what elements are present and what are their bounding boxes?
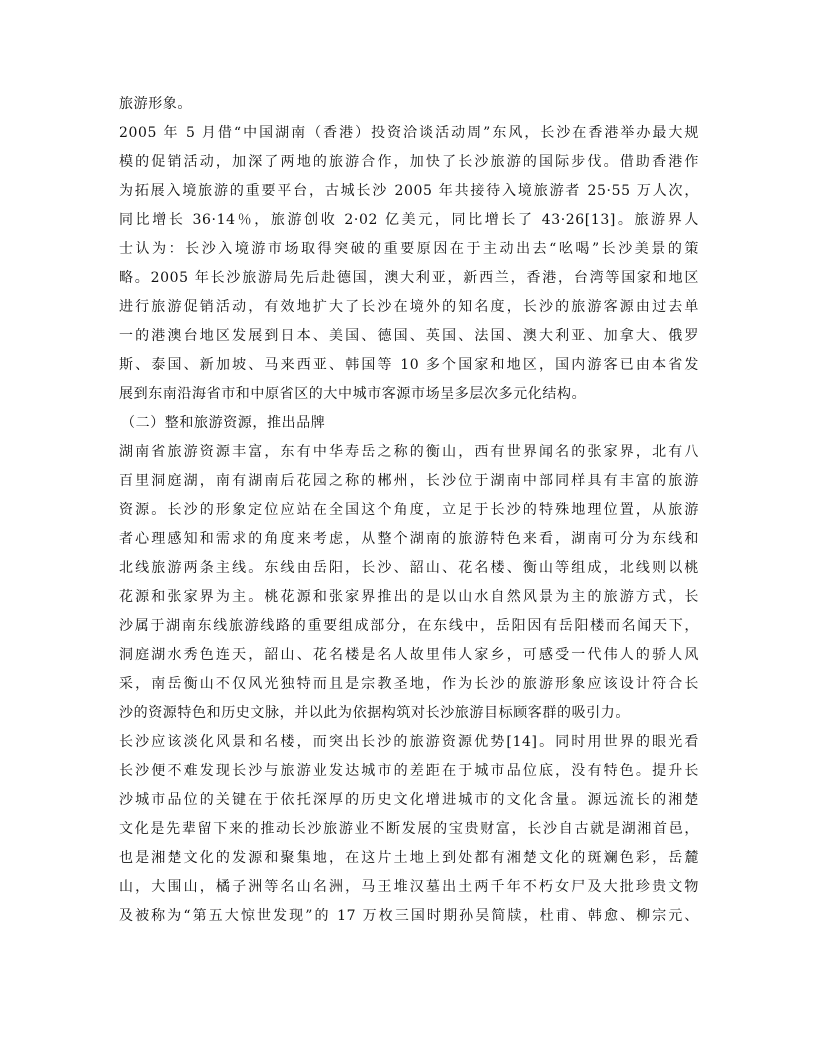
text-line: 旅游形象。 bbox=[119, 96, 192, 112]
text-line: 者心理感知和需求的角度来考虑，从整个湖南的旅游特色来看，湖南可分为东线和 bbox=[119, 531, 699, 547]
text-line: 为拓展入境旅游的重要平台，古城长沙 2005 年共接待入境旅游者 25·55 万人次， bbox=[119, 183, 699, 199]
text-line: 长沙便不难发现长沙与旅游业发达城市的差距在于城市品位底，没有特色。提升长 bbox=[119, 763, 699, 779]
text-line: 北线旅游两条主线。东线由岳阳，长沙、韶山、花名楼、衡山等组成，北线则以桃 bbox=[119, 560, 699, 576]
text-line: 沙城市品位的关键在于依托深厚的历史文化增进城市的文化含量。源远流长的湘楚 bbox=[119, 792, 699, 808]
text-line: 一的港澳台地区发展到日本、美国、德国、英国、法国、澳大利亚、加拿大、俄罗 bbox=[119, 328, 699, 344]
text-line: 文化是先辈留下来的推动长沙旅游业不断发展的宝贵财富，长沙自古就是湖湘首邑， bbox=[119, 821, 699, 837]
text-line: 湖南省旅游资源丰富，东有中华寿岳之称的衡山，西有世界闻名的张家界，北有八 bbox=[119, 444, 699, 460]
text-line: 进行旅游促销活动，有效地扩大了长沙在境外的知名度，长沙的旅游客源由过去单 bbox=[119, 299, 699, 315]
text-line: 沙的资源特色和历史文脉，并以此为依据构筑对长沙旅游目标顾客群的吸引力。 bbox=[119, 705, 630, 721]
text-line: 略。2005 年长沙旅游局先后赴德国，澳大利亚，新西兰，香港，台湾等国家和地区 bbox=[119, 270, 699, 286]
text-line: 模的促销活动，加深了两地的旅游合作，加快了长沙旅游的国际步伐。借助香港作 bbox=[119, 154, 699, 170]
text-line: 也是湘楚文化的发源和聚集地，在这片土地上到处都有湘楚文化的斑斓色彩，岳麓 bbox=[119, 850, 699, 866]
text-line: 及被称为“第五大惊世发现”的 17 万枚三国时期孙吴简牍，杜甫、韩愈、柳宗元、 bbox=[119, 908, 699, 924]
text-line: 沙属于湖南东线旅游线路的重要组成部分，在东线中，岳阳因有岳阳楼而名闻天下， bbox=[119, 618, 699, 634]
text-line: 资源。长沙的形象定位应站在全国这个角度，立足于长沙的特殊地理位置，从旅游 bbox=[119, 502, 699, 518]
text-line: 采，南岳衡山不仅风光独特而且是宗教圣地，作为长沙的旅游形象应该设计符合长 bbox=[119, 676, 699, 692]
text-line: 花源和张家界为主。桃花源和张家界推出的是以山水自然风景为主的旅游方式，长 bbox=[119, 589, 699, 605]
text-line: 百里洞庭湖，南有湖南后花园之称的郴州，长沙位于湖南中部同样具有丰富的旅游 bbox=[119, 473, 699, 489]
text-line: 2005 年 5 月借“中国湖南（香港）投资洽谈活动周”东风，长沙在香港举办最大规 bbox=[119, 125, 699, 141]
document-page bbox=[119, 90, 699, 931]
section-heading: （二）整和旅游资源，推出品牌 bbox=[121, 415, 326, 431]
text-line: 长沙应该淡化风景和名楼，而突出长沙的旅游资源优势[14]。同时用世界的眼光看 bbox=[119, 734, 699, 750]
text-line: 山，大围山，橘子洲等名山名洲，马王堆汉墓出土两千年不朽女尸及大批珍贵文物 bbox=[119, 879, 699, 895]
text-line: 同比增长 36·14％，旅游创收 2·02 亿美元，同比增长了 43·26[13]。旅游界人 bbox=[119, 212, 699, 228]
text-line: 斯、泰国、新加坡、马来西亚、韩国等 10 多个国家和地区，国内游客已由本省发 bbox=[119, 357, 699, 373]
text-line: 展到东南沿海省市和中原省区的大中城市客源市场呈多层次多元化结构。 bbox=[119, 386, 587, 402]
text-line: 洞庭湖水秀色连天，韶山、花名楼是名人故里伟人家乡，可感受一代伟人的骄人风 bbox=[119, 647, 699, 663]
text-line: 士认为：长沙入境游市场取得突破的重要原因在于主动出去“吆喝”长沙美景的策 bbox=[119, 241, 699, 257]
